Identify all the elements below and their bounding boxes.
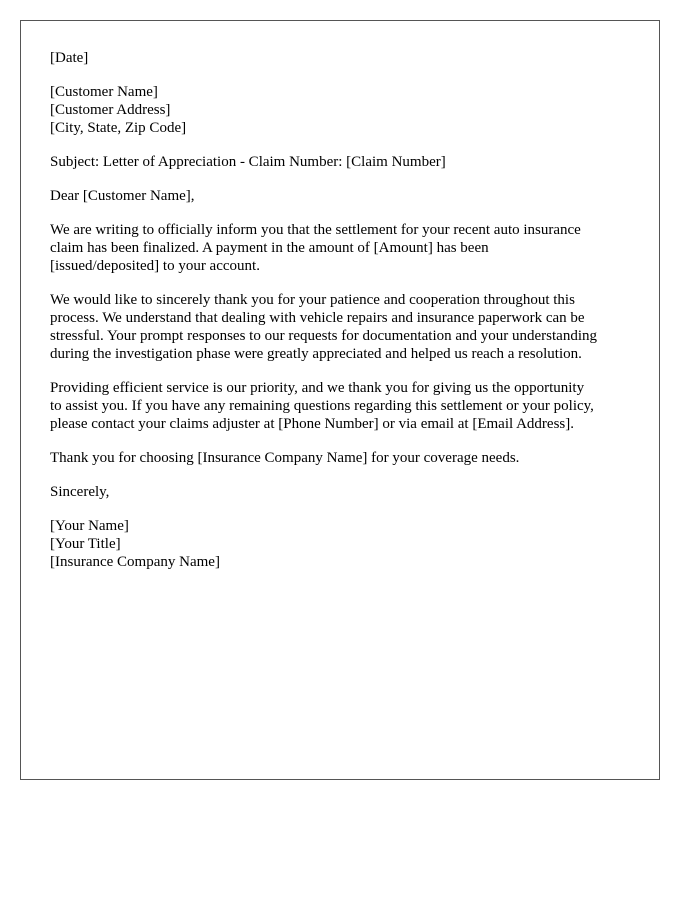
paragraph-line: stressful. Your prompt responses to our requests for documentation and your understanding xyxy=(50,328,598,344)
paragraph-line: please contact your claims adjuster at [Phone Number] or via email at [Email Address]. xyxy=(50,416,574,432)
recipient-block xyxy=(50,83,640,137)
recipient-name: [Customer Name] xyxy=(50,84,158,100)
paragraph-line: Thank you for choosing [Insurance Company Name] for your coverage needs. xyxy=(50,450,520,466)
salutation-text: Dear [Customer Name], xyxy=(50,188,195,204)
signature-block xyxy=(50,517,640,571)
letter-date xyxy=(50,49,640,67)
letter-salutation xyxy=(50,187,640,205)
recipient-city-state-zip: [City, State, Zip Code] xyxy=(50,120,187,136)
letter-page xyxy=(20,20,660,780)
signature-company: [Insurance Company Name] xyxy=(50,554,220,570)
paragraph-line: during the investigation phase were greatly appreciated and helped us reach a resolution. xyxy=(50,346,582,362)
signature-name: [Your Name] xyxy=(50,518,129,534)
date-text: [Date] xyxy=(50,50,89,66)
body-paragraph-1 xyxy=(50,221,640,275)
paragraph-line: We would like to sincerely thank you for your patience and cooperation throughout this xyxy=(50,292,575,308)
paragraph-line: to assist you. If you have any remaining questions regarding this settlement or your policy, xyxy=(50,398,594,414)
body-paragraph-4 xyxy=(50,449,640,467)
body-paragraph-2 xyxy=(50,291,640,363)
recipient-address: [Customer Address] xyxy=(50,102,171,118)
paragraph-line: process. We understand that dealing with vehicle repairs and insurance paperwork can be xyxy=(50,310,585,326)
letter-closing xyxy=(50,483,640,501)
body-paragraph-3 xyxy=(50,379,640,433)
closing-text: Sincerely, xyxy=(50,484,110,500)
signature-title: [Your Title] xyxy=(50,536,121,552)
paragraph-line: We are writing to officially inform you that the settlement for your recent auto insurance xyxy=(50,222,581,238)
letter-subject xyxy=(50,153,640,171)
paragraph-line: claim has been finalized. A payment in the amount of [Amount] has been xyxy=(50,240,489,256)
letter-body xyxy=(50,49,640,587)
subject-text: Subject: Letter of Appreciation - Claim Number: [Claim Number] xyxy=(50,154,446,170)
paragraph-line: [issued/deposited] to your account. xyxy=(50,258,260,274)
paragraph-line: Providing efficient service is our priority, and we thank you for giving us the opportunity xyxy=(50,380,585,396)
